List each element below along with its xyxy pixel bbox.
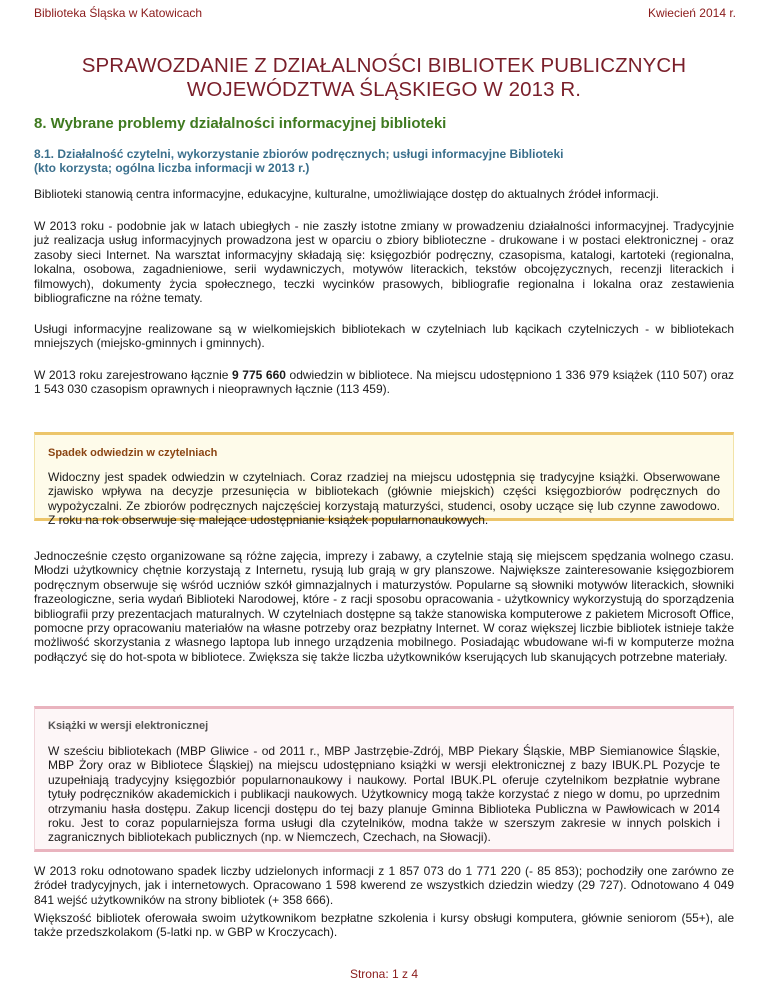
paragraph-reading-rooms: Usługi informacyjne realizowane są w wielkomiejskich bibliotekach w czytelniach lub kącikach czytelniczych - w bibliotekach mniejszych (miejsko-gminnych i gminnych). <box>34 322 734 351</box>
callout-reading-room-decline <box>34 432 734 528</box>
paragraph-visits <box>34 368 734 397</box>
callout-title: Spadek odwiedzin w czytelniach <box>48 447 218 459</box>
visits-text-after: odwiedzin w bibliotece. Na miejscu udostępniono 1 336 979 książek (110 507) oraz 1 543 030 czasopism oprawnych i nieoprawnych łącznie (113 459). <box>34 368 734 397</box>
callout-text: Widoczny jest spadek odwiedzin w czytelniach. Coraz rzadziej na miejscu udostępnia się tradycyjne książki. Obserwowane zjawisko wpływa na decyzje przesunięcia w bibliotekach (głównie miejskich) części księgozbiorów podręcznych do wypożyczalni. Ze zbiorów podręcznych najczęściej korzystają maturzyści, studenci, osoby uczące się lub czynne zawodowo. Z roku na rok obserwuje się malejące udostępnianie książek popularnonaukowych. <box>48 470 720 528</box>
page-number: Strona: 1 z 4 <box>349 967 419 981</box>
subsection-heading-line-2: (kto korzysta; ogólna liczba informacji w 2013 r.) <box>34 161 310 175</box>
document-title-line-2: WOJEWÓDZTWA ŚLĄSKIEGO W 2013 R. <box>186 78 582 101</box>
visits-text-before: W 2013 roku zarejestrowano łącznie <box>34 368 233 382</box>
header-date: Kwiecień 2014 r. <box>647 6 736 20</box>
paragraph-activities: Jednocześnie często organizowane są różne zajęcia, imprezy i zabawy, a czytelnie stają się miejscem spędzania wolnego czasu. Młodzi użytkownicy chętnie korzystają z Internetu, rysują lub grają w gry planszowe. Największe zainteresowanie księgozbiorem podręcznym obserwuje się wśród uczniów szkół gimnazjalnych i maturzystów. Popularne są słowniki motywów literackich, słowniki frazeologiczne, seria wydań Biblioteki Narodowej, które - z racji sposobu opracowania - użytkownicy wykorzystują do sporządzenia bibliografii przy prezentacjach maturalnych. W czytelniach dostępne są także stanowiska komputerowe z pakietem Microsoft Office, pomocne przy opracowaniu materiałów na własne potrzeby oraz bezpłatny Internet. W coraz większej liczbie bibliotek istnieje także możliwość skorzystania z własnego laptopa lub innego urządzenia mobilnego. Posiadając wbudowane wi-fi w komputerze można podłączyć się do hot-spota w bibliotece. Zwiększa się także liczba użytkowników kserujących lub skanujących potrzebne materiały. <box>34 549 734 664</box>
paragraph-information-stats: W 2013 roku odnotowano spadek liczby udzielonych informacji z 1 857 073 do 1 771 220 (- 85 853); pochodziły one zarówno ze źródeł tradycyjnych, jak i internetowych. Opracowano 1 598 kwerend ze wszystkich dziedzin wiedzy (29 727). Odnotowano 4 049 841 wejść użytkowników na strony bibliotek (+ 358 666). <box>34 864 734 907</box>
document-title-line-1: SPRAWOZDANIE Z DZIAŁALNOŚCI BIBLIOTEK PUBLICZNYCH <box>81 54 687 77</box>
visits-total: 9 775 660 <box>232 368 286 382</box>
paragraph-intro: Biblioteki stanowią centra informacyjne, edukacyjne, kulturalne, umożliwiające dostęp do aktualnych źródeł informacji. <box>34 187 659 201</box>
subsection-heading <box>34 147 563 175</box>
callout-text: W sześciu bibliotekach (MBP Gliwice - od 2011 r., MBP Jastrzębie-Zdrój, MBP Piekary Śląskie, MBP Siemianowice Śląskie, MBP Żory oraz w Bibliotece Śląskiej) na miejscu udostępniano książki w wersji elektronicznej z bazy IBUK.PL Pozycje te uzupełniają tradycyjny księgozbiór popularnonaukowy i naukowy. Portal IBUK.PL oferuje czytelnikom bezpłatnie wybrane tytuły podręczników akademickich i publikacji naukowych. Użytkownicy mogą także korzystać z niego w domu, po uprzednim otrzymaniu hasła dostępu. Zakup licencji dostępu do tej bazy planuje Gminna Biblioteka Publiczna w Pawłowicach w 2014 roku. Jest to coraz popularniejsza forma usługi dla czytelników, modna także w szerszym zakresie w innych polskich i zagranicznych bibliotekach publicznych (np. w Niemczech, Czechach, na Słowacji). <box>48 744 720 845</box>
subsection-heading-line-1: 8.1. Działalność czytelni, wykorzystanie zbiorów podręcznych; usługi informacyjne Biblioteki <box>34 147 564 161</box>
callout-title: Książki w wersji elektronicznej <box>48 720 209 732</box>
document-title <box>0 54 768 102</box>
paragraph-training: Większość bibliotek oferowała swoim użytkownikom bezpłatne szkolenia i kursy obsługi komputera, głównie seniorom (55+), ale także przedszkolakom (5-latki np. w GBP w Kroczycach). <box>34 911 734 940</box>
paragraph-information-services: W 2013 roku - podobnie jak w latach ubiegłych - nie zaszły istotne zmiany w prowadzeniu działalności informacyjnej. Tradycyjnie już realizacja usług informacyjnych prowadzona jest w oparciu o zbiory biblioteczne - drukowane i w postaci elektronicznej - oraz zasoby sieci Internet. Na warsztat informacyjny składają się: księgozbiór podręczny, czasopisma, katalogi, kartoteki (regionalna, lokalna, osobowa, zagadnieniowe, serii wydawniczych, motywów literackich, tekstów obcojęzycznych, recenzji literackich i filmowych), dokumenty życia społecznego, teczki wycinków prasowych, bibliografie regionalna i lokalna oraz zestawienia bibliograficzne na różne tematy. <box>34 219 734 306</box>
header-library-name: Biblioteka Śląska w Katowicach <box>34 6 203 20</box>
section-heading: 8. Wybrane problemy działalności informacyjnej biblioteki <box>34 115 447 132</box>
callout-ebooks <box>34 706 734 852</box>
